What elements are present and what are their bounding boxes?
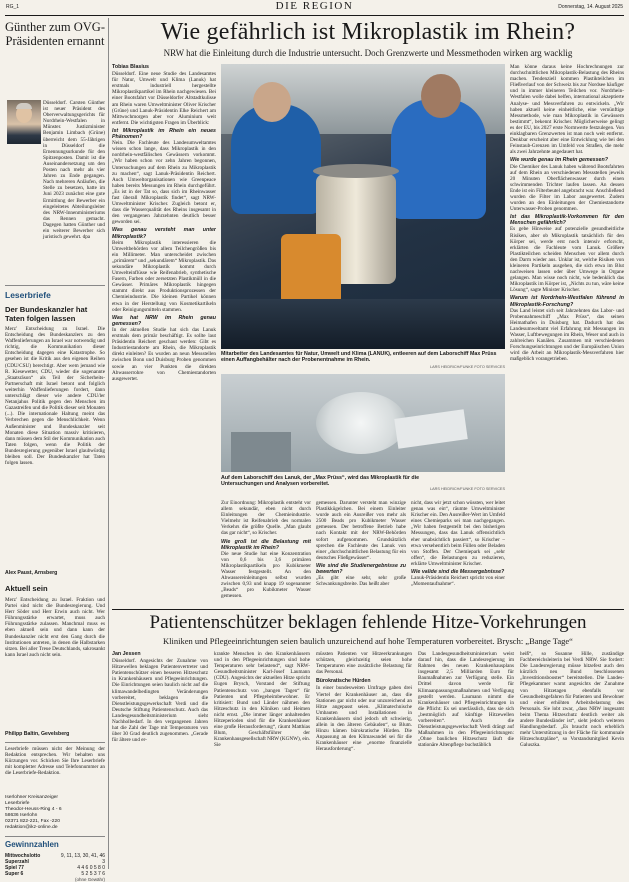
section-title: DIE REGION: [275, 0, 354, 12]
letter2-title: Aktuell sein: [5, 584, 48, 593]
issue-date: Donnerstag, 14. August 2025: [558, 4, 623, 10]
second-col-4: [418, 651, 514, 869]
letter1-author: Alex Paust, Arnsberg: [5, 570, 58, 576]
lotto-table: [5, 853, 105, 877]
second-subheadline: Kliniken und Pflegeeinrichtungen seien baulich unzureichend auf hohe Temperaturen vorbereitet. Brysch: „Bange Tage“: [163, 636, 573, 646]
second-col4-text: Das Landesgesundheitsministerium weist darauf hin, dass die Landesregierung im Rahmen des neuen Krankenhausplans insgesamt 2,5 Milliarden Euro für Baumaßnahmen zur Verfügung stelle. Ein Drittel davon werde für Klimaanpassungsmaßnahmen und Verfügung gestellt werden. Laumann nimmt die Krankenhäuser und Pflegeeinrichtungen in die Pflicht: Es sei unerlässlich, dass sie sich „bestmöglich auf künftige Hitzewellen vorbereiten“. Auch die Dienstleistungsgewerkschaft Verdi drängt auf Maßnahmen in den Pflegeeinrichtungen: „Ohne baulichen Hitzeschutz läuft die stationäre Altenpflege buchstäblich: [418, 651, 514, 749]
second-col-3: [316, 651, 412, 869]
letter2-author: Philipp Baltin, Gevelsberg: [5, 731, 70, 737]
letters-note: Leserbriefe müssen nicht der Meinung der Redaktion entsprechen. Wir behalten uns Kürzungen vor. Schicken Sie Ihre Leserbriefe mit kompletter Adresse und Telefonnummer an die Leserbriefe-Redaktion.: [5, 746, 105, 777]
second-col3b-text: In einer bundesweiten Umfrage gaben drei Viertel der Krankenhäuser an, dass die Stationen gar nicht oder nur unzureichend an Hitze angepasst seien. „Klimatechnische Umbauten und Installationen in Krankenhäusern sind jedoch oft schwierig, allein in den älteren Gebäuden“, so Blum. Hinzu kämen bürokratische Hürden. Die Anpassung an den Klimawandel sei für die Krankenhäuser eine „enorme finanzielle Herausforderung“.: [316, 685, 412, 753]
letter1-text: Merz' Entscheidung zu Israel. Die Entscheidung des Bundeskanzlers zu den Waffenlieferungen an Israel war notwendig und richtig, die Kommunikation dieser Entscheidung dagegen eine Katastrophe. So gesehen ist die Kritik aus den eigenen Reihen (CDU/CSU) berechtigt. Aber wem jemand wie R. Kiesewetter, CDU, wieder die sogenannte „Staatsräson“ als Teil der Sicherheits-Partnerschaft mit Israel betont und folglich weiterhin Waffenlieferungen fordert, dann unterschlägt dieser wie andere CDU/ler Netanjahus Politik gegen den Menschen im Gazastreifen und die Politik dieser seit Monaten (...). Die internationale Haltung meint das Verbrechen gegen die Menschlichkeit. Wenn Außenminister und Bundeskanzler seit Monaten diese Situation massiv kritisieren, dann müssen dem Stil der Kommunikation auch Taten folgen, wenn die Politik der Bundesregierung gegenüber Israel glaubwürdig bleiben soll. Der Bundeskanzler hat Taten folgen lassen.: [5, 326, 105, 467]
lotto-label: Superzahl: [5, 859, 29, 865]
header-rule: [5, 15, 624, 16]
lotto-label: Mittwochslotto: [5, 853, 41, 859]
second-col1-text: Düsseldorf. Angesichts der Zunahme von Hitzewellen beklagen Patientenvertreter und Patientenschützer einen besseren Hitzeschutz in Krankenhäusern und Pflegeeinrichtungen. Die Einrichtungen seien baulich nicht auf die klimawandelbedingten Veränderungen vorbereitet, beklagen die Dienstleistungsgewerkschaft Verdi und die Deutsche Stiftung Patientenschutz. Auch das Landesgesundheitsministerium sieht Nachholbedarf. In den vergangenen Jahren hat die Zahl der Tage mit Temperaturen von über 30 Grad deutlich zugenommen. „Gerade für ältere und er-: [112, 658, 208, 744]
lotto-value: 5 2 5 3 7 6: [81, 871, 105, 877]
question-3: Was hat NRW im Rhein genau gemessen?: [112, 314, 216, 327]
main-col5-text: nicht, dass wir jetzt schon wüssten, wer leitet genau was ein“, räumte Umweltminister Krischer ein. Den Ausreißer-Wert im Umfeld eines Chemieparks sei man nachgegangen. „Wir haben festgestellt bei den bisherigen Messungen, dass das Lanuk offensichtlich eher unabsichtlich passiert“, so Krischer – etwa versehentlich beim Füllen oder Beladen von Stoffen. Der Chemiepark sei „sehr offen“, die Belastungen zu reduzieren, erklärte Umweltminister Krischer.: [411, 500, 505, 567]
photo-microplastic-sample: [221, 374, 505, 472]
answer-4: Die neue Studie hat eine Konzentration von 0,6 bis 3,6 primären Mikroplastikpartikeln pro Kubikmeter Wasser festgestellt. An den Abwassereinleitungen selbst wurden zwischen 0,93 und knapp 19 sogenannter „Beads“ pro Kubikmeter Wasser gemessen.: [221, 550, 311, 600]
page-code: RG_1: [6, 4, 20, 10]
photo1-caption: Mitarbeiter des Landesamtes für Natur, Umwelt und Klima (LANUK), entleeren auf dem Laborschiff Max Prüss einen Auffangbehälter nach der Probenentnahme im Rhein.: [221, 351, 497, 364]
second-col-5: [520, 651, 624, 869]
second-col2-text: krankte Menschen in den Krankenhäusern und in den Pflegeeinrichtungen sind hohe Temperaturen sehr belastend“, sagt NRW-Gesundheitsminister Karl-Josef Laumann (CDU). Angesichts der aktuellen Hitze spricht Eugen Brysch, Vorstand der Stiftung Patientenschutz von „bangen Tagen“ für Patienten und Pflegeheimbewohner. Er kritisiert: Bund und Länder nähmen den Hitzeschutz in den Kliniken und Heimen nicht ernst. „Die immer länger anhaltenden Hitzeperioden sind für die Krankenhäuser eine große Herausforderung“, räumt Matthias Blum, Geschäftsführer der Krankenhausgesellschaft NRW (KGNW), ein. Sie: [214, 651, 310, 749]
lotto-value: 3: [102, 859, 105, 865]
lotto-note: (ohne Gewähr): [74, 877, 105, 882]
main-col-4: [316, 500, 406, 606]
guenther-article: [5, 100, 105, 281]
photo-lab-ship-deck: [221, 64, 505, 349]
main-col3-text: Zur Einordnung: Mikroplastik entsteht vor allem sekundär, eben nicht durch Einleitungen der Chemieindustrie. Vielmehr ist Reifenabrieb des normalen Verkehrs die größte Quelle. „Man glaubt das gar nicht“, so Krischer.: [221, 500, 311, 537]
answer-7: Die Chemiker des Lanuk haben während Bootsfahrten auf dem Rhein an verschiedenen Messstellen jeweils 20 Minuten Oberflächenwasser durch einen schwimmenden Trichter laufen lassen. An dessen Ende ist ein Filterbeutel angebracht war. Anschließend wurden die Filter im Labor ausgewertet. Zudem wurden an den Einleitungen der Chemiestandorte Unterwasser-Proben genommen.: [510, 163, 624, 213]
answer-2: Beim Mikroplastik interessieren die Umweltbehörden vor allem Teilchengrößen bis ein Millimeter. Man unterscheidet zwischen „primärem“ und „sekundärem“ Mikroplastik. Das sekundäre Mikroplastik kommt durch Umwelteinflüsse wie Reifenabrieb, synthetische Fasern, Farben oder zersetzten Plastikmüll in die Gewässer. Primäres Mikroplastik hingegen stammt direkt aus Produktionsprozessen der Chemieindustrie. Die kleinen Partikel können etwa in der Herstellung von Kosmetikartikeln oder Reinigungsmitteln stammen.: [112, 239, 216, 313]
answer-6: Lanuk-Präsidentin Reichert spricht von einer „Momentaufnahme“.: [411, 575, 505, 588]
lotto-label: Super 6: [5, 871, 24, 877]
sidebar-divider: [108, 18, 109, 869]
lotto-value: 9, 11, 13, 30, 41, 46: [60, 853, 105, 859]
question-6: Wie valide sind die Messergebnisse?: [411, 569, 505, 576]
main-col4-text: gemessen. Darunter versteht man winzige Plastikkügelchen. Bei einem Einleiter wurde auch ein Ausreißer von mehr als 2500 Beads pro Kubikmeter Wasser gemessen. Der betroffene Betrieb habe nach Kontakt mit der NRW-Behörden sofort aufgenommen. Grundsätzlich sprechen die Fachleute des Lanuk von einer „durchschnittlichen Belastung für ein deutsches Fließgewässer“.: [316, 500, 406, 561]
second-col3-text: müssten Patienten vor Hitzeerkrankungen schützen, gleichzeitig seien hohe Temperaturen eine zusätzliche Belastung für das Personal.: [316, 651, 412, 676]
divider: [5, 742, 105, 743]
main-intro: Düsseldorf. Eine neue Studie des Landesamtes für Natur, Umwelt und Klima (Lanuk) hat erstmals industriell hergestellte Mikroplastikpartikel im Rhein nachgewiesen. Bei einer Bootsfahrt vor Düsseldorfer Altstadtkulisse am Rhein waren Umweltminister Oliver Krischer (Grüne) und Lanuk-Präsidentin Elke Reichert am Mittwochmorgen aber vor Aluminium weit entfernt. Die wichtigsten Fragen im Überblick:: [112, 71, 216, 126]
answer-3: In der aktuellen Studie hat sich das Lanuk erstmals dem primär beschäftigt. Es sollte laut Präsidentin Reichert geschaut werden: Gibt es Industriestandorte am Rhein, die Mikroplastik direkt einleiten? Es wurden an neun Messstellen zwischen Bonn und Duisburg Proben genommen sowie an vier Punkten die direkten Abwasserrohre von Chemiestandorten ausgewertet.: [112, 326, 216, 382]
second-col-1: [112, 651, 208, 869]
page-header: [0, 0, 629, 14]
article-divider: [112, 609, 624, 610]
main-col-6: [510, 64, 624, 606]
second-col-2: [214, 651, 310, 869]
answer-9: Das Land leistet sich seit Jahrzehnten das Labor- und Probennahmeschiff „Max Prüss“, das seinen Heimathafen in Duisburg hat. Dadurch hat das Landesumweltamt viel Erfahrung mit Messungen im Wasser, Luftbewegungen im Rhein, Weser und auch in zahlreichen Kanälen. Zusammen mit verschiedenen Forschungseinrichtungen und der Europäischen Union wird die Arbeit an Mikroplastik-Messverfahren hier maßgeblich vorangetrieben.: [510, 307, 624, 363]
main-col-1: [112, 64, 216, 508]
question-4: Wie groß ist die Belastung mit Mikroplastik im Rhein?: [221, 538, 311, 551]
second-headline: Patientenschützer beklagen fehlende Hitze-Vorkehrungen: [149, 612, 587, 633]
question-2: Was genau versteht man unter Mikroplastik?: [112, 227, 216, 240]
question-8: Ist das Mikroplastik-Vorkommen für den Menschen gefährlich?: [510, 214, 624, 227]
answer-8: Es gebe Hinweise auf potenzielle gesundheitliche Risiken, aber ob Mikroplastik tatsächlich für den Körper sei, werde erst noch intensiv erforscht, erklärten die Fachleute vom Lanuk. Größere Plastikteilchen scheiden Menschen vor allem durch den Darm wieder aus. Unklar ist, welche Risiken von kleineren Partikeln ausgehen, die sich etwa im Blut nachweisen lassen oder über Umwege in Organe gelangen. Man wisse noch nicht, wie bedenklich das Mikroplastik im Körper ist, „Nichts zu tun, wäre keine Lösung“, sagte Minister Krischer.: [510, 226, 624, 294]
main-col6-text: Man könne daraus keine Hochrechnungen zur durchschnittlichen Mikroplastik-Belastung des Rheins machen. Tendenziell kommen Plastikteilchen im Fließverlauf von der Schweiz bis zur Nordsee häufiger und in immer kleineren Teilchen vor. Nordrhein-Westfalen wolle dabei helfen, international akzeptierte Analyse- und Messverfahren zu entwickeln. „Wir haben aktuell keine einheitliche, eine vernünftige Messmethode, wie man Mikroplastik in Gewässern bestimmt“, bekennt Krischer. Möglicherweise gelingt es der EU, bis 2027 erste Normwerte festzulegen. Von einklagbaren Grenzwerten ist man noch weit entfernt. Denkbar erscheint aber eine Entwicklung wie bei den Feinstaub-Grenzen im Umfeld von Straßen, die mehr als zwei Jahrzehnte angedauert hat.: [510, 64, 624, 156]
second-author: Jan Jessen: [112, 651, 141, 657]
question-9: Warum ist Nordrhein-Westfalen führend in Mikroplastik-Forschung?: [510, 295, 624, 308]
main-col-5: [411, 500, 505, 606]
second-subhead: Bürokratische Hürden: [316, 678, 371, 685]
sidebar: [5, 18, 105, 882]
main-subheadline: NRW hat die Einleitung durch die Industrie untersucht. Doch Grenzwerte und Messmethoden wirken arg wacklig: [163, 48, 573, 58]
photo1-credit: LARS HEIDRICH/FUNKE FOTO SERVICES: [430, 365, 505, 369]
lotto-label: Spiel 77: [5, 865, 24, 871]
photo2-credit: LARS HEIDRICH/FUNKE FOTO SERVICES: [430, 487, 505, 491]
letter1-title: Der Bundeskanzler hat Taten folgen lassen: [5, 305, 88, 323]
main-headline: Wie gefährlich ist Mikroplastik im Rhein?: [160, 19, 576, 45]
leserbriefe-heading: Leserbriefe: [5, 290, 51, 300]
question-5: Wie sind die Studienergebnisse zu bewerten?: [316, 562, 406, 576]
guenther-text: Düsseldorf. Carsten Günther ist neuer Präsident des Oberverwaltungsgerichts für Nordrhein-Westfalen in Münster. Justizminister Benjamin Limbach (Grüne) überreicht dem 55-Jährigen in Düsseldorf die Ernennungsurkunde für den Spitzenposten. Damit ist die Auseinandersetzung um den Posten nach mehr als vier Jahren zu Ende gegangen. Nach mehreren Anläufen, die Stelle zu besetzen, hatte im Juni 2023 zunächst eine gute Ermittlung der Bewerber ein eingeleitetes Abteilungsleiter des NRW-Innenministeriums das Rennen gemacht. Dagegen hatten Günther und ein weiterer Bewerber sich juristisch gewehrt. dpa: [43, 100, 105, 241]
lotto-value: 4 4 6 0 5 8 0: [77, 865, 105, 871]
main-author: Tobias Blasius: [112, 64, 149, 70]
letters-address: Iserlohner Kreisanzeiger Leserbriefe Theodor-Heuss-Ring 4 - 6 58636 Iserlohn 02371 822-221, Fax -220 redaktion@ikz-online.de: [5, 795, 62, 831]
question-1: Ist Mikroplastik im Rhein ein neues Phänomen?: [112, 127, 216, 141]
divider: [5, 285, 105, 286]
answer-5: „Es gibt eine sehr, sehr große Schwankungsbreite. Das heißt aber: [316, 575, 406, 588]
question-7: Wie wurde genau im Rhein gemessen?: [510, 157, 608, 164]
second-col5-text: heiß“, so Susanne Hille, zuständige Fachbereichsleiterin bei Verdi NRW. Sie fordert: Die Landesregierung müsse hitzefest auch den kürzlich neu Bund beschlossenen „Investitionsbooster“ bereitstellen. Die Landes-Pflegekammer warnt angesichts der Zunahme von Hitzetagen ebenfalls vor Gesundheitsgefahren für Patienten und Bewohner und einer erhöhten Arbeitsbelastung des Personals. Sie lobt zwar, „dass NRW insgesamt beim Thema Hitzeschutz deutlich weiter als andere Bundesländer ist“, sieht jedoch weiteren Handlungsbedarf. „Es braucht noch erheblich mehr Unterstützung in der Fläche für kommunale Hitzeschutzpläne“, so Vorstandsmitglied Kevin Galuszka.: [520, 651, 624, 749]
lotto-heading: Gewinnzahlen: [5, 840, 59, 849]
letter2-text: Merz' Entscheidung zu Israel. Fraktion und Partei sind nicht die Bundesregierung. Und Herr Söder und Herr Erwin auch nicht. Wer Führungsstärke erwartet, muss auch Führungsstärke zulassen. Manchmal muss es eben aktuell sein und dann kann der Bundeskanzler nicht erst den Gang durch die Institutionen antreten, in denen die Halbstarken sitzen. Bei aller Treue Deutschlands, sakrosankt kann Israel auch nicht sein.: [5, 597, 105, 658]
answer-1: Nein. Die Fachleute des Landesumweltamtes wissen schon lange, dass Mikroplastik in den nordrhein-westfälischen Gewässern vorkommt. „Wir haben schon vor zehn Jahren begonnen, Untersuchungen auf dem Rhein zu Mikroplastik zu machen“, sagt Lanuk-Präsidentin Reichert. Auch Umweltorganisationen wie Greenpeace haben bereits Messungen im Rhein durchgeführt. „Es ist in der Tat so, dass sich im Rheinwasser fast überall Mikroplastik findet“, sagt NRW-Umweltminister Krischer. Zugleich betont er, dass die Wasserqualität des Rheins insgesamt in den vergangenen Jahrzehnten deutlich besser geworden sei.: [112, 140, 216, 226]
photo2-caption: Auf dem Laborschiff des Lanuk, der „Max Prüss“, wird das Mikroplastik für die Untersuchungen und Analysen vorbereitet.: [221, 475, 420, 488]
main-col-3: [221, 500, 311, 606]
divider: [5, 836, 105, 837]
guenther-headline: Günther zum OVG-Präsidenten ernannt: [5, 20, 105, 48]
